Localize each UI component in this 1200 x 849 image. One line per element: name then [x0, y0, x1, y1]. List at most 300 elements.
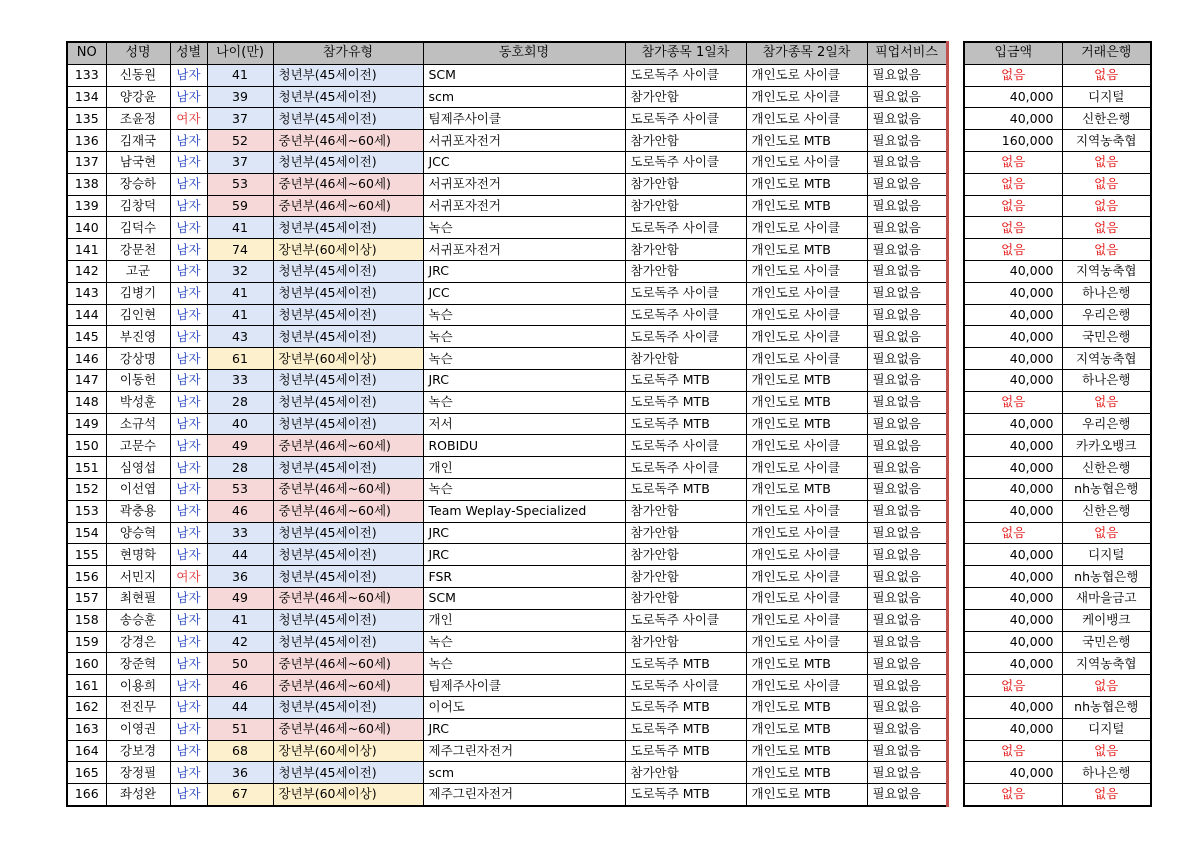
cell-club: JCC: [423, 282, 625, 304]
cell-gender: 남자: [170, 369, 207, 391]
cell-gender: 남자: [170, 260, 207, 282]
cell-pickup: 필요없음: [867, 260, 947, 282]
cell-category: 청년부(45세이전): [273, 151, 423, 173]
cell-gender: 여자: [170, 566, 207, 588]
cell-event1: 도로독주 사이클: [625, 64, 746, 86]
cell-age: 33: [207, 369, 273, 391]
cell-event1: 도로독주 사이클: [625, 326, 746, 348]
payment-row: [964, 762, 1151, 784]
cell-bank: 없음: [1062, 675, 1151, 697]
payment-row: [964, 478, 1151, 500]
cell-no: 165: [67, 762, 106, 784]
cell-name: 서민지: [106, 566, 170, 588]
header-gender: 성별: [170, 42, 207, 64]
cell-club: SCM: [423, 587, 625, 609]
cell-category: 중년부(46세~60세): [273, 675, 423, 697]
cell-event1: 도로독주 MTB: [625, 413, 746, 435]
cell-event1: 참가안함: [625, 239, 746, 261]
cell-no: 134: [67, 86, 106, 108]
payment-row: [964, 151, 1151, 173]
cell-name: 박성훈: [106, 391, 170, 413]
table-row: [67, 282, 947, 304]
payment-row: [964, 696, 1151, 718]
cell-bank: 없음: [1062, 64, 1151, 86]
table-row: [67, 304, 947, 326]
table-row: [67, 195, 947, 217]
header-row: [67, 42, 947, 64]
cell-bank: 없음: [1062, 217, 1151, 239]
cell-bank: 국민은행: [1062, 631, 1151, 653]
cell-club: 녹슨: [423, 304, 625, 326]
cell-no: 133: [67, 64, 106, 86]
cell-pickup: 필요없음: [867, 544, 947, 566]
cell-gender: 남자: [170, 609, 207, 631]
cell-age: 67: [207, 784, 273, 806]
cell-age: 41: [207, 217, 273, 239]
cell-gender: 남자: [170, 478, 207, 500]
cell-event2: 개인도로 MTB: [746, 195, 867, 217]
cell-category: 중년부(46세~60세): [273, 587, 423, 609]
payment-row: [964, 304, 1151, 326]
cell-age: 36: [207, 762, 273, 784]
table-row: [67, 500, 947, 522]
cell-no: 145: [67, 326, 106, 348]
cell-gender: 남자: [170, 784, 207, 806]
cell-pickup: 필요없음: [867, 282, 947, 304]
cell-age: 41: [207, 609, 273, 631]
cell-amount: 없음: [964, 64, 1062, 86]
table-row: [67, 173, 947, 195]
cell-no: 150: [67, 435, 106, 457]
cell-age: 32: [207, 260, 273, 282]
cell-age: 44: [207, 696, 273, 718]
cell-no: 142: [67, 260, 106, 282]
cell-event2: 개인도로 사이클: [746, 151, 867, 173]
cell-event2: 개인도로 사이클: [746, 348, 867, 370]
table-row: [67, 675, 947, 697]
cell-name: 김인현: [106, 304, 170, 326]
cell-amount: 40,000: [964, 326, 1062, 348]
header-club: 동호회명: [423, 42, 625, 64]
cell-category: 청년부(45세이전): [273, 762, 423, 784]
cell-club: 서귀포자전거: [423, 173, 625, 195]
cell-age: 74: [207, 239, 273, 261]
header-amount: 입금액: [964, 42, 1062, 64]
cell-event1: 참가안함: [625, 86, 746, 108]
payment-row: [964, 239, 1151, 261]
cell-category: 청년부(45세이전): [273, 609, 423, 631]
table-row: [67, 696, 947, 718]
cell-event1: 참가안함: [625, 500, 746, 522]
cell-event2: 개인도로 MTB: [746, 740, 867, 762]
cell-age: 28: [207, 391, 273, 413]
cell-pickup: 필요없음: [867, 217, 947, 239]
cell-pickup: 필요없음: [867, 413, 947, 435]
cell-name: 신동원: [106, 64, 170, 86]
cell-event2: 개인도로 사이클: [746, 675, 867, 697]
cell-gender: 남자: [170, 696, 207, 718]
table-row: [67, 130, 947, 152]
cell-no: 160: [67, 653, 106, 675]
cell-event2: 개인도로 MTB: [746, 130, 867, 152]
cell-event1: 도로독주 사이클: [625, 457, 746, 479]
cell-amount: 없음: [964, 391, 1062, 413]
cell-event2: 개인도로 사이클: [746, 544, 867, 566]
cell-amount: 40,000: [964, 108, 1062, 130]
cell-category: 장년부(60세이상): [273, 740, 423, 762]
cell-amount: 40,000: [964, 609, 1062, 631]
cell-event2: 개인도로 사이클: [746, 500, 867, 522]
cell-category: 청년부(45세이전): [273, 64, 423, 86]
cell-no: 146: [67, 348, 106, 370]
cell-event2: 개인도로 MTB: [746, 653, 867, 675]
cell-no: 138: [67, 173, 106, 195]
cell-age: 50: [207, 653, 273, 675]
payment-row: [964, 587, 1151, 609]
cell-event1: 도로독주 MTB: [625, 391, 746, 413]
cell-category: 청년부(45세이전): [273, 86, 423, 108]
cell-category: 청년부(45세이전): [273, 566, 423, 588]
cell-event2: 개인도로 MTB: [746, 413, 867, 435]
cell-no: 141: [67, 239, 106, 261]
cell-club: 녹슨: [423, 391, 625, 413]
cell-event1: 참가안함: [625, 260, 746, 282]
cell-club: JRC: [423, 718, 625, 740]
cell-club: FSR: [423, 566, 625, 588]
cell-gender: 남자: [170, 587, 207, 609]
cell-amount: 40,000: [964, 587, 1062, 609]
cell-club: 녹슨: [423, 348, 625, 370]
cell-bank: nh농협은행: [1062, 696, 1151, 718]
cell-pickup: 필요없음: [867, 304, 947, 326]
header-name: 성명: [106, 42, 170, 64]
cell-event1: 참가안함: [625, 631, 746, 653]
cell-pickup: 필요없음: [867, 64, 947, 86]
cell-no: 136: [67, 130, 106, 152]
table-row: [67, 740, 947, 762]
cell-gender: 남자: [170, 413, 207, 435]
cell-age: 41: [207, 64, 273, 86]
cell-gender: 남자: [170, 522, 207, 544]
cell-age: 33: [207, 522, 273, 544]
cell-event2: 개인도로 사이클: [746, 304, 867, 326]
cell-event1: 참가안함: [625, 587, 746, 609]
table-row: [67, 348, 947, 370]
cell-pickup: 필요없음: [867, 653, 947, 675]
table-row: [67, 762, 947, 784]
cell-name: 심영섭: [106, 457, 170, 479]
cell-club: 팀제주사이클: [423, 675, 625, 697]
cell-bank: 신한은행: [1062, 500, 1151, 522]
cell-amount: 40,000: [964, 457, 1062, 479]
cell-no: 140: [67, 217, 106, 239]
cell-age: 28: [207, 457, 273, 479]
cell-category: 중년부(46세~60세): [273, 718, 423, 740]
header-age: 나이(만): [207, 42, 273, 64]
cell-category: 중년부(46세~60세): [273, 173, 423, 195]
cell-gender: 남자: [170, 195, 207, 217]
cell-age: 53: [207, 173, 273, 195]
cell-event1: 참가안함: [625, 348, 746, 370]
cell-gender: 남자: [170, 304, 207, 326]
cell-name: 남국현: [106, 151, 170, 173]
cell-category: 청년부(45세이전): [273, 282, 423, 304]
cell-event2: 개인도로 MTB: [746, 173, 867, 195]
cell-gender: 남자: [170, 282, 207, 304]
payment-row: [964, 675, 1151, 697]
cell-event1: 참가안함: [625, 522, 746, 544]
cell-pickup: 필요없음: [867, 478, 947, 500]
cell-gender: 남자: [170, 631, 207, 653]
payment-row: [964, 108, 1151, 130]
table-row: [67, 718, 947, 740]
table-row: [67, 478, 947, 500]
cell-category: 청년부(45세이전): [273, 457, 423, 479]
cell-bank: 신한은행: [1062, 108, 1151, 130]
table-row: [67, 217, 947, 239]
payment-row: [964, 260, 1151, 282]
cell-event2: 개인도로 사이클: [746, 108, 867, 130]
cell-gender: 남자: [170, 391, 207, 413]
payment-row: [964, 173, 1151, 195]
cell-name: 양승혁: [106, 522, 170, 544]
cell-amount: 40,000: [964, 369, 1062, 391]
header-pickup: 픽업서비스: [867, 42, 947, 64]
cell-gender: 남자: [170, 326, 207, 348]
cell-no: 155: [67, 544, 106, 566]
cell-category: 청년부(45세이전): [273, 108, 423, 130]
cell-pickup: 필요없음: [867, 435, 947, 457]
cell-gender: 남자: [170, 675, 207, 697]
cell-age: 44: [207, 544, 273, 566]
cell-gender: 남자: [170, 348, 207, 370]
cell-amount: 없음: [964, 740, 1062, 762]
cell-age: 36: [207, 566, 273, 588]
cell-age: 59: [207, 195, 273, 217]
cell-bank: 없음: [1062, 239, 1151, 261]
cell-age: 40: [207, 413, 273, 435]
participant-rows: [67, 64, 947, 806]
cell-bank: 없음: [1062, 522, 1151, 544]
payment-row: [964, 217, 1151, 239]
cell-club: 녹슨: [423, 653, 625, 675]
cell-pickup: 필요없음: [867, 195, 947, 217]
cell-pickup: 필요없음: [867, 609, 947, 631]
header-category: 참가유형: [273, 42, 423, 64]
cell-event2: 개인도로 MTB: [746, 718, 867, 740]
table-row: [67, 108, 947, 130]
payment-row: [964, 718, 1151, 740]
cell-no: 137: [67, 151, 106, 173]
payment-row: [964, 500, 1151, 522]
table-row: [67, 86, 947, 108]
cell-name: 이용희: [106, 675, 170, 697]
payment-row: [964, 784, 1151, 806]
cell-bank: 하나은행: [1062, 282, 1151, 304]
cell-bank: 없음: [1062, 151, 1151, 173]
cell-event1: 도로독주 MTB: [625, 784, 746, 806]
cell-category: 장년부(60세이상): [273, 348, 423, 370]
cell-event1: 도로독주 MTB: [625, 478, 746, 500]
cell-gender: 남자: [170, 173, 207, 195]
cell-gender: 남자: [170, 64, 207, 86]
cell-pickup: 필요없음: [867, 587, 947, 609]
cell-pickup: 필요없음: [867, 108, 947, 130]
payment-row: [964, 631, 1151, 653]
cell-category: 중년부(46세~60세): [273, 130, 423, 152]
cell-amount: 없음: [964, 217, 1062, 239]
header-event1: 참가종목 1일차: [625, 42, 746, 64]
payment-row: [964, 740, 1151, 762]
cell-category: 청년부(45세이전): [273, 631, 423, 653]
cell-name: 양강윤: [106, 86, 170, 108]
cell-event2: 개인도로 MTB: [746, 696, 867, 718]
cell-club: JCC: [423, 151, 625, 173]
cell-category: 장년부(60세이상): [273, 239, 423, 261]
cell-bank: 우리은행: [1062, 304, 1151, 326]
cell-event1: 도로독주 MTB: [625, 653, 746, 675]
cell-event1: 도로독주 사이클: [625, 609, 746, 631]
cell-event1: 도로독주 사이클: [625, 108, 746, 130]
cell-no: 139: [67, 195, 106, 217]
cell-name: 김창덕: [106, 195, 170, 217]
cell-club: scm: [423, 86, 625, 108]
payment-row: [964, 413, 1151, 435]
cell-no: 149: [67, 413, 106, 435]
cell-bank: 지역농축협: [1062, 130, 1151, 152]
cell-club: 서귀포자전거: [423, 130, 625, 152]
cell-name: 전진무: [106, 696, 170, 718]
cell-no: 162: [67, 696, 106, 718]
cell-event1: 도로독주 MTB: [625, 740, 746, 762]
cell-event2: 개인도로 사이클: [746, 326, 867, 348]
cell-bank: 지역농축협: [1062, 260, 1151, 282]
cell-event2: 개인도로 사이클: [746, 587, 867, 609]
header-event2: 참가종목 2일차: [746, 42, 867, 64]
cell-event2: 개인도로 사이클: [746, 566, 867, 588]
table-row: [67, 587, 947, 609]
cell-gender: 남자: [170, 86, 207, 108]
cell-gender: 남자: [170, 239, 207, 261]
cell-club: 개인: [423, 609, 625, 631]
cell-age: 46: [207, 675, 273, 697]
cell-name: 부진영: [106, 326, 170, 348]
cell-club: 개인: [423, 457, 625, 479]
cell-gender: 남자: [170, 217, 207, 239]
cell-name: 장승하: [106, 173, 170, 195]
cell-no: 148: [67, 391, 106, 413]
table-row: [67, 653, 947, 675]
table-row: [67, 151, 947, 173]
cell-club: JRC: [423, 544, 625, 566]
cell-event2: 개인도로 사이클: [746, 457, 867, 479]
cell-gender: 남자: [170, 500, 207, 522]
cell-pickup: 필요없음: [867, 151, 947, 173]
cell-amount: 40,000: [964, 631, 1062, 653]
cell-event2: 개인도로 MTB: [746, 784, 867, 806]
cell-event2: 개인도로 MTB: [746, 391, 867, 413]
cell-bank: 없음: [1062, 195, 1151, 217]
cell-club: SCM: [423, 64, 625, 86]
payment-header-row: [964, 42, 1151, 64]
cell-event2: 개인도로 사이클: [746, 260, 867, 282]
participant-table: [66, 41, 949, 807]
cell-amount: 160,000: [964, 130, 1062, 152]
cell-gender: 남자: [170, 718, 207, 740]
cell-event1: 도로독주 사이클: [625, 282, 746, 304]
cell-name: 현명학: [106, 544, 170, 566]
cell-category: 청년부(45세이전): [273, 544, 423, 566]
cell-amount: 40,000: [964, 435, 1062, 457]
cell-event2: 개인도로 사이클: [746, 217, 867, 239]
table-row: [67, 413, 947, 435]
cell-amount: 없음: [964, 784, 1062, 806]
cell-amount: 없음: [964, 173, 1062, 195]
cell-event2: 개인도로 사이클: [746, 64, 867, 86]
cell-event1: 참가안함: [625, 566, 746, 588]
cell-club: JRC: [423, 260, 625, 282]
cell-event1: 참가안함: [625, 173, 746, 195]
cell-no: 158: [67, 609, 106, 631]
payment-row: [964, 130, 1151, 152]
cell-event1: 도로독주 MTB: [625, 369, 746, 391]
cell-age: 37: [207, 151, 273, 173]
cell-category: 청년부(45세이전): [273, 391, 423, 413]
cell-gender: 남자: [170, 740, 207, 762]
cell-bank: nh농협은행: [1062, 478, 1151, 500]
cell-name: 장정필: [106, 762, 170, 784]
cell-club: 녹슨: [423, 478, 625, 500]
cell-event2: 개인도로 사이클: [746, 609, 867, 631]
cell-category: 청년부(45세이전): [273, 326, 423, 348]
cell-no: 147: [67, 369, 106, 391]
table-row: [67, 391, 947, 413]
cell-category: 청년부(45세이전): [273, 217, 423, 239]
cell-age: 51: [207, 718, 273, 740]
cell-club: 이어도: [423, 696, 625, 718]
cell-event1: 참가안함: [625, 762, 746, 784]
table-row: [67, 566, 947, 588]
cell-age: 52: [207, 130, 273, 152]
cell-club: ROBIDU: [423, 435, 625, 457]
cell-name: 이선엽: [106, 478, 170, 500]
cell-event1: 도로독주 MTB: [625, 718, 746, 740]
cell-name: 이동헌: [106, 369, 170, 391]
cell-event2: 개인도로 사이클: [746, 522, 867, 544]
cell-bank: 디지털: [1062, 718, 1151, 740]
cell-name: 강경은: [106, 631, 170, 653]
payment-rows: [964, 64, 1151, 806]
cell-pickup: 필요없음: [867, 130, 947, 152]
cell-age: 41: [207, 304, 273, 326]
cell-amount: 40,000: [964, 696, 1062, 718]
cell-amount: 40,000: [964, 348, 1062, 370]
cell-pickup: 필요없음: [867, 675, 947, 697]
cell-event1: 참가안함: [625, 544, 746, 566]
cell-event1: 도로독주 사이클: [625, 151, 746, 173]
cell-no: 151: [67, 457, 106, 479]
cell-bank: nh농협은행: [1062, 566, 1151, 588]
cell-event1: 참가안함: [625, 195, 746, 217]
cell-event1: 도로독주 사이클: [625, 217, 746, 239]
cell-no: 143: [67, 282, 106, 304]
cell-bank: 없음: [1062, 784, 1151, 806]
cell-amount: 없음: [964, 195, 1062, 217]
cell-gender: 남자: [170, 151, 207, 173]
cell-category: 청년부(45세이전): [273, 369, 423, 391]
cell-pickup: 필요없음: [867, 740, 947, 762]
cell-event2: 개인도로 사이클: [746, 86, 867, 108]
